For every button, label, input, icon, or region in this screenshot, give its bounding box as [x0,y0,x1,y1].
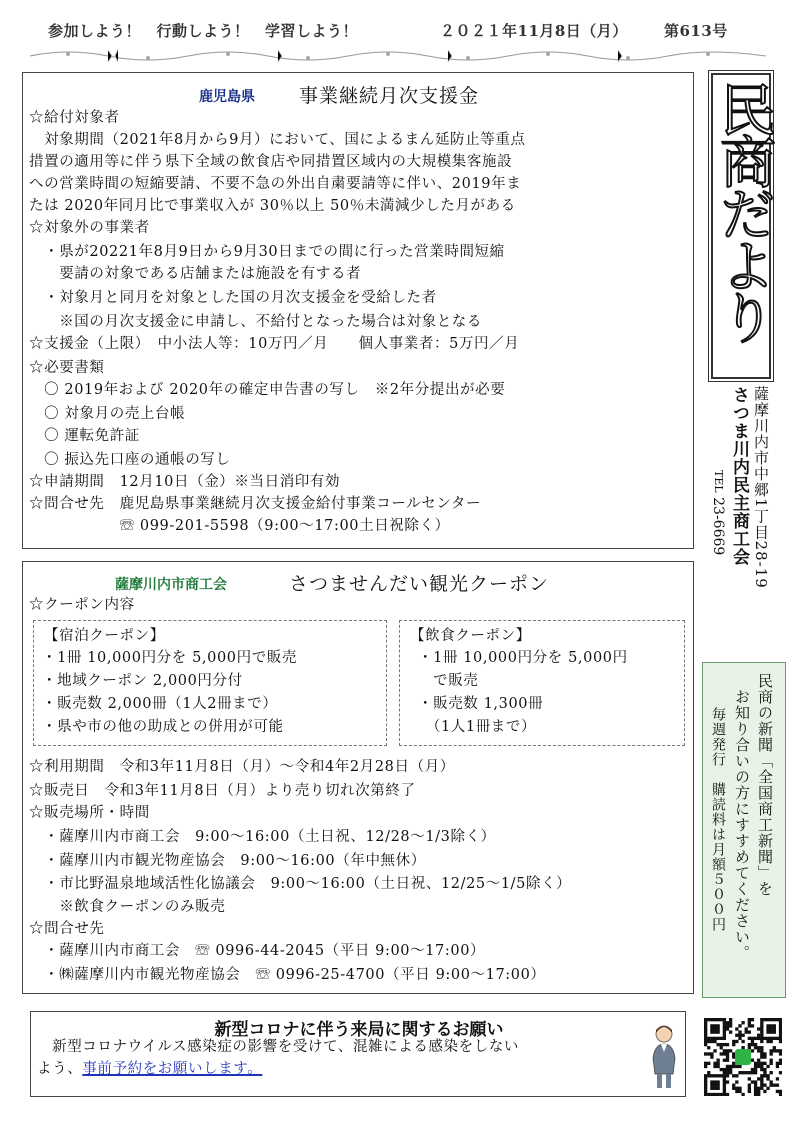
line-qr-code-icon[interactable] [704,1018,782,1096]
food-coupon-line: （1人1冊まで） [418,719,537,735]
newspaper-ad-box [702,662,786,998]
tel-label: TEL [712,470,725,493]
decorative-vine-divider [28,46,768,68]
article2-line: ・薩摩川内市商工会 9:00～16:00（土日祝、12/28～1/3除く） [29,829,496,845]
staff-woman-icon [647,1022,681,1090]
article1-line: 対象期間（2021年8月から9月）において、国によるまん延防止等重点 [29,132,526,148]
article2-line: ※飲食クーポンのみ販売 [29,899,226,915]
masthead-box [708,70,774,382]
stay-coupon-box [33,620,387,746]
article2-line: ・㈱薩摩川内市観光物産協会 ☏ 0996-25-4700（平日 9:00～17:00） [29,967,546,983]
article-monthly-support-grant [22,72,694,549]
notice-title: 新型コロナに伴う来局に関するお願い [214,1020,504,1040]
article1-line: への営業時間の短縮要請、不要不急の外出自粛要請等に伴い、2019年ま [29,176,522,192]
article2-line: ・薩摩川内市商工会 ☏ 0996-44-2045（平日 9:00～17:00） [29,943,486,959]
article1-line: 要請の対象である店舗または施設を有する者 [29,266,362,282]
stay-coupon-line: ・県や市の他の助成との併用が可能 [42,719,284,735]
food-coupon-box [399,620,685,746]
notice-line-1: 新型コロナウイルス感染症の影響を受けて、混雑による感染をしない [37,1039,520,1055]
article2-line: ☆販売場所・時間 [29,805,150,821]
header-issue: 第613号 [664,22,728,40]
article1-line: ☆申請期間 12月10日（金）※当日消印有効 [29,474,341,490]
article1-line: たは 2020年同月比で事業収入が 30％以上 50％未満減少した月がある [29,198,516,214]
food-coupon-line: 【飲食クーポン】 [410,628,531,644]
header-date: ２０２１年11月8日（月） [440,22,628,40]
article1-line: ・対象月と同月を対象とした国の月次支援金を受給した者 [29,290,437,306]
article2-org: 薩摩川内市商工会 [115,577,227,593]
article2-line: ☆問合せ先 [29,921,105,937]
ad-text-2: お知り合いの方にすすめてください。 [733,689,751,961]
article1-line: ☏ 099-201-5598（9:00～17:00土日祝除く） [29,518,450,534]
article1-line: 〇 運転免許証 [29,428,140,444]
article1-line: ☆給付対象者 [29,110,120,126]
article2-line: ☆販売日 令和3年11月8日（月）より売り切れ次第終了 [29,783,416,799]
sidebar-tel [708,470,728,555]
article1-line: ・県が20221年8月9日から9月30日までの間に行った営業時間短縮 [29,244,505,260]
article1-line: 〇 対象月の売上台帳 [29,406,186,422]
covid-visit-notice [30,1011,686,1097]
article1-line: ☆対象外の事業者 [29,220,150,236]
article1-line: 〇 振込先口座の通帳の写し [29,452,231,468]
sidebar-org-name: さつま川内民主商工会 [729,386,749,566]
article1-line: ☆必要書類 [29,360,105,376]
line-logo-icon [735,1049,751,1065]
stay-coupon-line: 【宿泊クーポン】 [44,628,165,644]
food-coupon-line: ・販売数 1,300冊 [418,696,544,712]
article-tourism-coupon [22,561,694,994]
article1-line: ※国の月次支援金に申請し、不給付となった場合は対象となる [29,314,482,330]
notice-reservation-link: 事前予約をお願いします。 [82,1061,263,1077]
tel-number: 23-6669 [710,497,726,556]
article1-title: 事業継続月次支援金 [299,85,480,107]
article1-line: ☆支援金（上限） 中小法人等：10万円／月 個人事業者：5万円／月 [29,336,520,352]
notice-line-2 [37,1058,262,1080]
article2-line: ・薩摩川内市観光物産協会 9:00～16:00（年中無休） [29,853,426,869]
article1-org: 鹿児島県 [199,89,255,105]
article2-title: さつませんだい観光クーポン [289,573,550,595]
article1-line: ☆問合せ先 鹿児島県事業継続月次支援金給付事業コールセンター [29,496,482,512]
article1-line: 措置の適用等に伴う県下全域の飲食店や同措置区域内の大規模集客施設 [29,154,513,170]
header-slogan: 参加しよう！ 行動しよう！ 学習しよう！ [48,22,359,40]
stay-coupon-line: ・1冊 10,000円分を 5,000円で販売 [42,650,297,666]
food-coupon-line: ・1冊 10,000円分を 5,000円 [418,650,628,666]
article2-intro: ☆クーポン内容 [29,597,135,613]
sidebar-address: 薩摩川内市中郷1丁目28-19 [752,386,770,589]
notice-line-2-prefix: よう、 [37,1061,83,1077]
stay-coupon-line: ・地域クーポン 2,000円分付 [42,673,243,689]
article2-line: ・市比野温泉地域活性化協議会 9:00～16:00（土日祝、12/25～1/5除く） [29,876,572,892]
article2-line: ☆利用期間 令和3年11月8日（月）～令和4年2月28日（月） [29,759,455,775]
masthead-title: 民商だより [711,81,776,341]
article1-line: 〇 2019年および 2020年の確定申告書の写し ※2年分提出が必要 [29,382,506,398]
ad-text-3: 毎週発行 購読料は月額５００円 [710,707,726,932]
stay-coupon-line: ・販売数 2,000冊（1人2冊まで） [42,696,278,712]
food-coupon-line: で販売 [418,673,479,689]
ad-text-1: 民商の新聞「全国商工新聞」を [756,673,774,897]
